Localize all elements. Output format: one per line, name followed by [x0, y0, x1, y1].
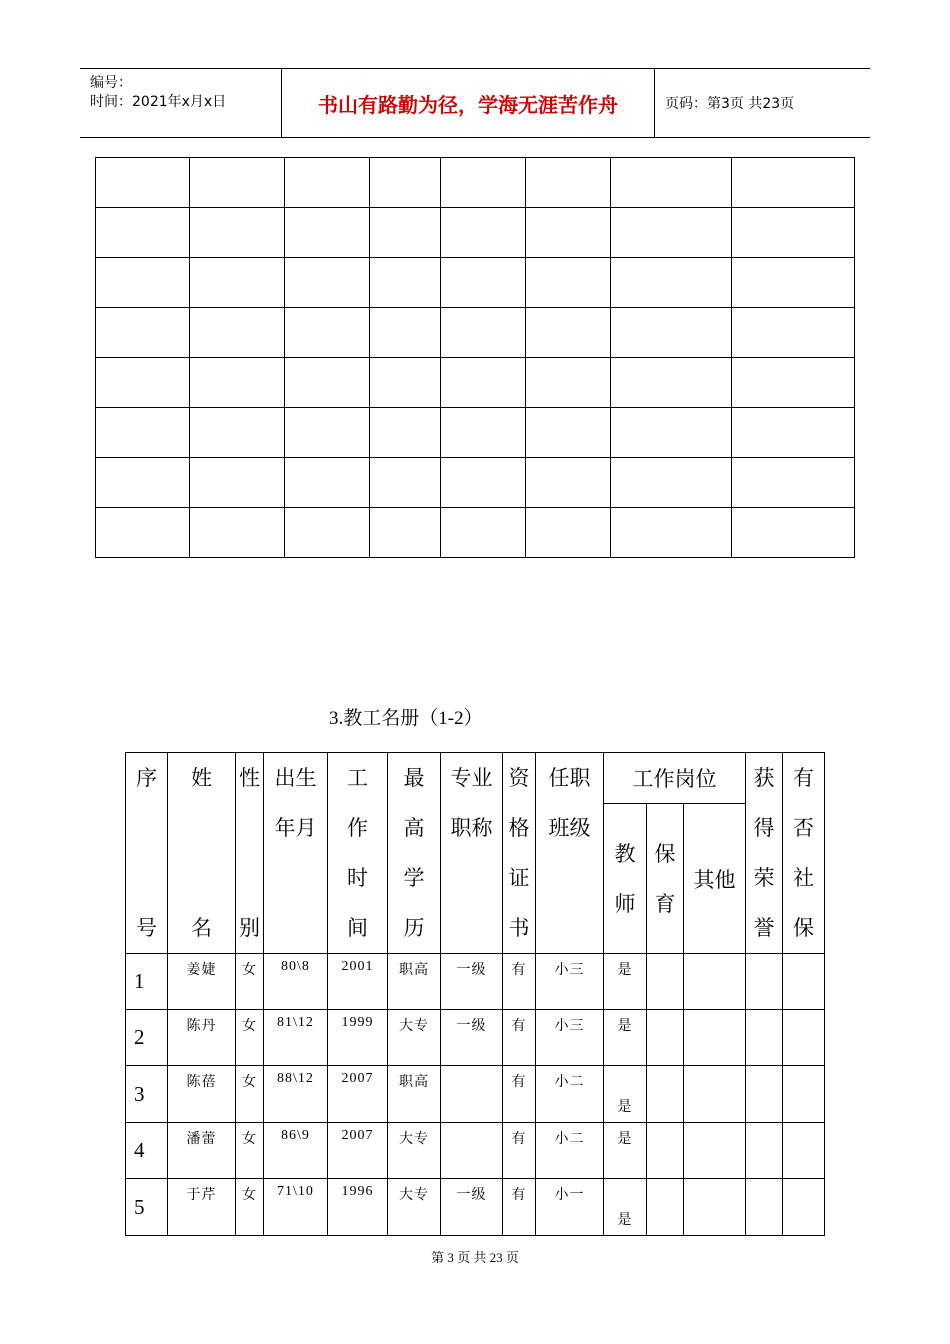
grid-cell: [611, 408, 732, 458]
grid-cell: [370, 258, 441, 308]
grid-cell: [611, 208, 732, 258]
cell-work-time: 2007: [328, 1123, 388, 1179]
cell-class: 小三: [536, 954, 604, 1010]
table-row: [126, 1066, 825, 1123]
grid-cell: [732, 358, 855, 408]
grid-cell: [526, 158, 611, 208]
grid-cell: [526, 208, 611, 258]
cell-education: 大专: [388, 1010, 441, 1066]
cell-work-time: 1999: [328, 1010, 388, 1066]
grid-cell: [285, 308, 370, 358]
cell-education: 职高: [388, 954, 441, 1010]
grid-cell: [441, 358, 526, 408]
grid-cell: [370, 308, 441, 358]
grid-cell: [732, 508, 855, 558]
grid-cell: [611, 358, 732, 408]
header-char: 否: [793, 816, 814, 840]
grid-cell: [370, 408, 441, 458]
grid-cell: [190, 458, 285, 508]
header-insurance: [783, 753, 825, 954]
page-header: [80, 68, 870, 138]
cell-insurance: [783, 1123, 825, 1179]
table-row: [126, 1179, 825, 1236]
header-education: [388, 753, 441, 954]
grid-cell: [611, 158, 732, 208]
header-char: 最: [403, 766, 425, 790]
header-char: 获: [753, 766, 775, 790]
grid-cell: [732, 408, 855, 458]
grid-cell: [190, 408, 285, 458]
cell-birth: 80\8: [264, 954, 328, 1010]
header-motto: 书山有路勤为径，学海无涯苦作舟: [318, 92, 618, 117]
cell-certificate: 有: [503, 1010, 536, 1066]
cell-certificate: 有: [503, 954, 536, 1010]
cell-insurance: [783, 954, 825, 1010]
header-char: 高: [403, 816, 425, 840]
cell-honor: [746, 1179, 783, 1236]
cell-gender: 女: [236, 1010, 264, 1066]
grid-cell: [732, 208, 855, 258]
header-char: 有: [793, 766, 814, 790]
header-birth: [264, 753, 328, 954]
header-seq: [126, 753, 168, 954]
header-char: 班级: [548, 816, 591, 840]
grid-cell: [441, 258, 526, 308]
grid-cell: [190, 258, 285, 308]
cell-title: 一级: [441, 954, 503, 1010]
date-label: 时间：2021年x月x日: [90, 94, 227, 110]
grid-cell: [370, 508, 441, 558]
serial-label: 编号：: [90, 75, 132, 91]
grid-cell: [441, 158, 526, 208]
header-char: 任职: [548, 766, 591, 790]
header-title: [441, 753, 503, 954]
cell-other: [684, 1123, 746, 1179]
grid-cell: [190, 208, 285, 258]
grid-cell: [732, 258, 855, 308]
cell-class: 小二: [536, 1066, 604, 1123]
header-class: [536, 753, 604, 954]
header-name: [168, 753, 236, 954]
cell-birth: 88\12: [264, 1066, 328, 1123]
cell-honor: [746, 1066, 783, 1123]
header-work-time: [328, 753, 388, 954]
grid-cell: [96, 508, 190, 558]
cell-birth: 81\12: [264, 1010, 328, 1066]
grid-cell: [96, 308, 190, 358]
cell-class: 小二: [536, 1123, 604, 1179]
grid-cell: [96, 258, 190, 308]
staff-roster-table: [125, 752, 825, 1236]
header-char: 专业: [450, 766, 493, 790]
cell-insurance: [783, 1179, 825, 1236]
header-care: [647, 804, 684, 954]
cell-teacher: 是: [604, 954, 647, 1010]
staff-table-caption: 3.教工名册（1-2）: [329, 708, 483, 729]
grid-cell: [285, 358, 370, 408]
header-char: 别: [239, 916, 260, 940]
cell-education: 职高: [388, 1066, 441, 1123]
cell-birth: 86\9: [264, 1123, 328, 1179]
cell-birth: 71\10: [264, 1179, 328, 1236]
cell-insurance: [783, 1010, 825, 1066]
header-char: 育: [654, 891, 676, 916]
grid-cell: [441, 458, 526, 508]
cell-title: 一级: [441, 1179, 503, 1236]
cell-work-time: 2001: [328, 954, 388, 1010]
cell-care: [647, 1066, 684, 1123]
cell-class: 小三: [536, 1010, 604, 1066]
cell-name: 潘蕾: [168, 1123, 236, 1179]
grid-row: [96, 358, 855, 408]
grid-cell: [526, 458, 611, 508]
table-row: [126, 1010, 825, 1066]
header-honor: [746, 753, 783, 954]
cell-care: [647, 954, 684, 1010]
header-char: 序: [136, 766, 157, 790]
cell-education: 大专: [388, 1123, 441, 1179]
header-char: 格: [508, 816, 530, 840]
header-char: 间: [347, 916, 368, 940]
header-char: 作: [347, 816, 368, 840]
cell-name: 陈丹: [168, 1010, 236, 1066]
grid-cell: [285, 208, 370, 258]
cell-gender: 女: [236, 954, 264, 1010]
cell-certificate: 有: [503, 1123, 536, 1179]
header-char: 誉: [753, 916, 775, 940]
cell-teacher: 是: [604, 1179, 647, 1236]
cell-gender: 女: [236, 1123, 264, 1179]
header-meta: [80, 69, 281, 137]
grid-cell: [285, 458, 370, 508]
header-char: 时: [347, 866, 368, 890]
cell-teacher: 是: [604, 1066, 647, 1123]
cell-work-time: 1996: [328, 1179, 388, 1236]
grid-cell: [285, 508, 370, 558]
grid-cell: [190, 158, 285, 208]
cell-care: [647, 1123, 684, 1179]
grid-row: [96, 308, 855, 358]
grid-cell: [611, 258, 732, 308]
header-other: 其他: [684, 804, 746, 954]
cell-no: 3: [126, 1066, 168, 1123]
grid-row: [96, 258, 855, 308]
cell-education: 大专: [388, 1179, 441, 1236]
header-teacher: [604, 804, 647, 954]
cell-certificate: 有: [503, 1179, 536, 1236]
header-char: 社: [793, 866, 814, 890]
grid-cell: [441, 208, 526, 258]
cell-other: [684, 954, 746, 1010]
grid-cell: [732, 308, 855, 358]
header-post-group: 工作岗位: [604, 753, 746, 804]
grid-cell: [526, 408, 611, 458]
header-char: 名: [191, 916, 212, 940]
cell-honor: [746, 954, 783, 1010]
grid-row: [96, 458, 855, 508]
header-char: 号: [136, 916, 157, 940]
page-footer: 第 3 页 共 23 页: [431, 1250, 519, 1265]
grid-cell: [370, 458, 441, 508]
cell-teacher: 是: [604, 1123, 647, 1179]
cell-other: [684, 1010, 746, 1066]
grid-cell: [526, 258, 611, 308]
cell-name: 于芹: [168, 1179, 236, 1236]
grid-row: [96, 508, 855, 558]
header-gender: [236, 753, 264, 954]
header-char: 书: [508, 916, 530, 940]
cell-no: 1: [126, 954, 168, 1010]
grid-cell: [190, 358, 285, 408]
cell-name: 陈蓓: [168, 1066, 236, 1123]
grid-cell: [732, 458, 855, 508]
grid-cell: [526, 508, 611, 558]
grid-cell: [611, 508, 732, 558]
grid-cell: [96, 158, 190, 208]
table-row: [126, 954, 825, 1010]
header-char: 师: [614, 891, 636, 916]
cell-insurance: [783, 1066, 825, 1123]
grid-cell: [190, 508, 285, 558]
cell-gender: 女: [236, 1066, 264, 1123]
grid-cell: [96, 358, 190, 408]
cell-name: 姜婕: [168, 954, 236, 1010]
header-char: 学: [403, 866, 425, 890]
cell-other: [684, 1179, 746, 1236]
grid-cell: [441, 408, 526, 458]
grid-cell: [285, 158, 370, 208]
header-char: 得: [753, 816, 775, 840]
grid-cell: [526, 358, 611, 408]
header-certificate: [503, 753, 536, 954]
cell-class: 小一: [536, 1179, 604, 1236]
header-char: 出生: [274, 766, 317, 790]
grid-cell: [732, 158, 855, 208]
cell-work-time: 2007: [328, 1066, 388, 1123]
cell-other: [684, 1066, 746, 1123]
cell-care: [647, 1010, 684, 1066]
grid-cell: [370, 358, 441, 408]
header-char: 工: [347, 766, 368, 790]
grid-cell: [441, 308, 526, 358]
header-page-info: 页码：第3页 共23页: [665, 96, 795, 112]
header-char: 资: [508, 766, 530, 790]
grid-cell: [96, 458, 190, 508]
grid-cell: [96, 208, 190, 258]
cell-honor: [746, 1123, 783, 1179]
header-char: 历: [403, 916, 425, 940]
grid-cell: [370, 158, 441, 208]
cell-no: 5: [126, 1179, 168, 1236]
header-char: 证: [508, 866, 530, 890]
cell-title: [441, 1123, 503, 1179]
cell-certificate: 有: [503, 1066, 536, 1123]
cell-teacher: 是: [604, 1010, 647, 1066]
grid-cell: [611, 458, 732, 508]
cell-no: 4: [126, 1123, 168, 1179]
header-char: 教: [614, 841, 636, 866]
grid-cell: [370, 208, 441, 258]
grid-cell: [285, 258, 370, 308]
header-char: 荣: [753, 866, 775, 890]
cell-title: [441, 1066, 503, 1123]
empty-grid-table: [95, 157, 855, 558]
cell-title: 一级: [441, 1010, 503, 1066]
cell-gender: 女: [236, 1179, 264, 1236]
cell-no: 2: [126, 1010, 168, 1066]
grid-cell: [190, 308, 285, 358]
grid-row: [96, 408, 855, 458]
table-row: [126, 1123, 825, 1179]
cell-care: [647, 1179, 684, 1236]
header-char: 性: [239, 766, 260, 790]
grid-cell: [441, 508, 526, 558]
grid-cell: [526, 308, 611, 358]
header-divider: [654, 69, 655, 137]
header-char: 年月: [274, 816, 317, 840]
grid-cell: [285, 408, 370, 458]
header-char: 保: [654, 841, 676, 866]
grid-cell: [611, 308, 732, 358]
header-char: 姓: [191, 766, 212, 790]
grid-row: [96, 158, 855, 208]
grid-row: [96, 208, 855, 258]
header-char: 职称: [450, 816, 493, 840]
grid-cell: [96, 408, 190, 458]
cell-honor: [746, 1010, 783, 1066]
header-char: 保: [793, 916, 814, 940]
